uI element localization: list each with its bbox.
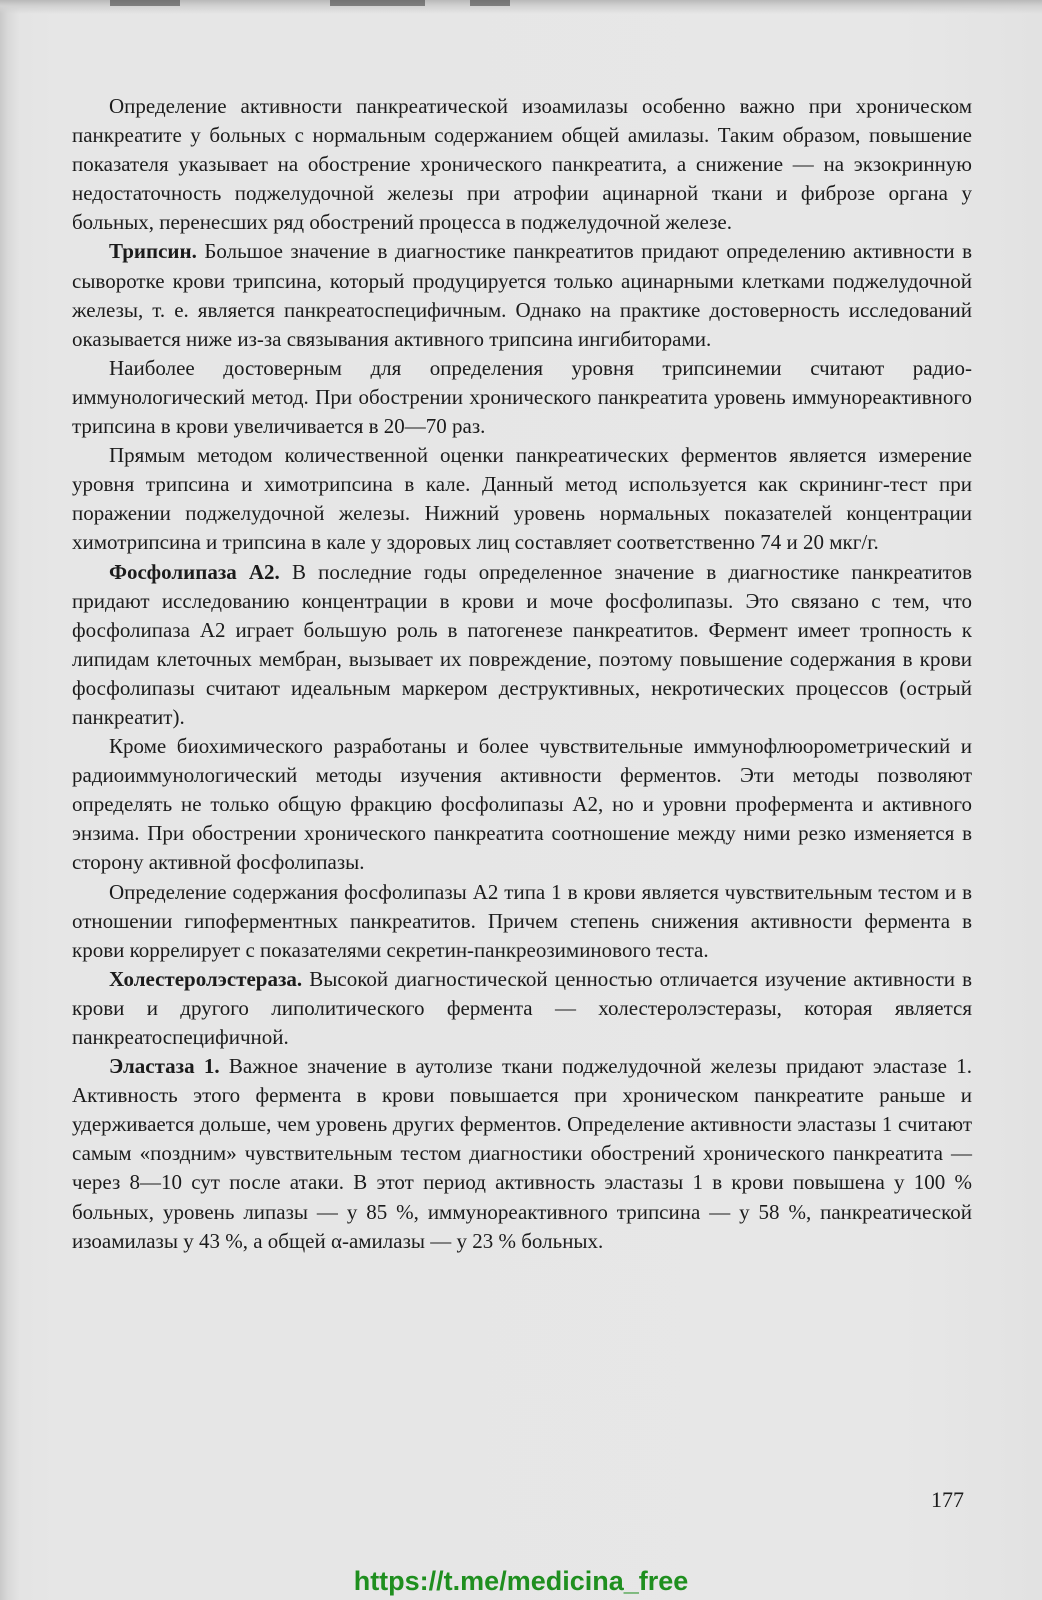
- paragraph-text: Кроме биохимического разработаны и более чувствительные иммунофлюорометрический и радиоиммунологический методы изучения активности ферментов. Эти методы позволяют определять не только общую фракцию фосфолипазы А2, но и уровни профермента и активного энзима. При обострении хронического панкреатита соотношение между ними резко изменяется в сторону активной фосфолипазы.: [72, 734, 972, 875]
- paragraph-text: Определение содержания фосфолипазы А2 типа 1 в крови является чувствительным тестом и в отношении гипоферментных панкреатитов. Причем степень снижения активности фермента в крови коррелирует с показателями секретин-панкреозиминового теста.: [72, 879, 972, 962]
- paragraph: [72, 732, 972, 877]
- paragraph-text: Большое значение в диагностике панкреатитов придают определению активности в сыворотке крови трипсина, который продуцируется только ацинарными клетками поджелудочной железы, т. е. является панкреатоспецифичным. Однако на практике достоверность исследований оказывается ниже из-за связывания активного трипсина ингибиторами.: [72, 239, 972, 351]
- paragraph-text: Высокой диагностической ценностью отличается изучение активности в крови и другого липолитического фермента — холестеролэстеразы, которая является панкреатоспецифичной.: [72, 966, 972, 1049]
- paragraph-text: Прямым методом количественной оценки панкреатических ферментов является измерение уровня трипсина и химотрипсина в кале. Данный метод используется как скрининг-тест при поражении поджелудочной железы. Нижний уровень нормальных показателей концентрации химотрипсина и трипсина в кале у здоровых лиц составляет соответственно 74 и 20 мкг/г.: [72, 443, 972, 555]
- paragraph-heading: Эластаза 1.: [109, 1054, 220, 1079]
- paragraph: [72, 1052, 972, 1256]
- paragraph-heading: Трипсин.: [109, 239, 197, 264]
- paragraph-text: Важное значение в аутолизе ткани поджелудочной железы придают эластазе 1. Активность этого фермента в крови повышается при хроническом панкреатите раньше и удерживается дольше, чем уровень других ферментов. Определение активности эластазы 1 считают самым «поздним» чувствительным тестом диагностики обострений хронического панкреатита — через 8—10 сут после атаки. В этот период активность эластазы 1 в крови повышена у 100 % больных, уровень липазы — у 85 %, иммунореактивного трипсина — у 58 %, панкреатической изоамилазы у 43 %, а общей α-амилазы — у 23 % больных.: [72, 1054, 972, 1253]
- paragraph: [72, 878, 972, 965]
- paragraph: [72, 441, 972, 557]
- scan-artifact: [110, 0, 180, 6]
- paragraph-text: Наиболее достоверным для определения уровня трипсинемии считают радиоиммунологический метод. При обострении хронического панкреатита уровень иммунореактивного трипсина в крови увеличивается в 20—70 раз.: [72, 355, 972, 439]
- watermark-link[interactable]: https://t.me/medicina_free: [353, 1566, 689, 1596]
- scan-artifact: [470, 0, 510, 6]
- paragraph-text: Определение активности панкреатической изоамилазы особенно важно при хроническом панкреатите у больных с нормальным содержанием общей амилазы. Таким образом, повышение показателя указывает на обострение хронического панкреатита, а снижение — на экзокринную недостаточность поджелудочной железы при атрофии ацинарной ткани и фиброзе органа у больных, перенесших ряд обострений процесса в поджелудочной железе.: [72, 94, 972, 235]
- paragraph: [72, 965, 972, 1052]
- paragraph: [72, 237, 972, 353]
- paragraph-text: В последние годы определенное значение в диагностике панкреатитов придают исследованию концентрации в крови и моче фосфолипазы. Это связано с тем, что фосфолипаза А2 играет большую роль в патогенезе панкреатитов. Фермент имеет тропность к липидам клеточных мембран, вызывает их повреждение, поэтому повышение содержания в крови фосфолипазы считают идеальным маркером деструктивных, некротических процессов (острый панкреатит).: [72, 559, 972, 729]
- paragraph: [72, 354, 972, 441]
- page-number: 177: [931, 1487, 964, 1512]
- paragraph: [72, 558, 972, 733]
- paragraph: [72, 92, 972, 237]
- body-text: [72, 92, 972, 1256]
- paragraph-heading: Фосфолипаза А2.: [109, 559, 280, 584]
- scan-artifact: [330, 0, 425, 6]
- paragraph-heading: Холестеролэстераза.: [109, 966, 303, 991]
